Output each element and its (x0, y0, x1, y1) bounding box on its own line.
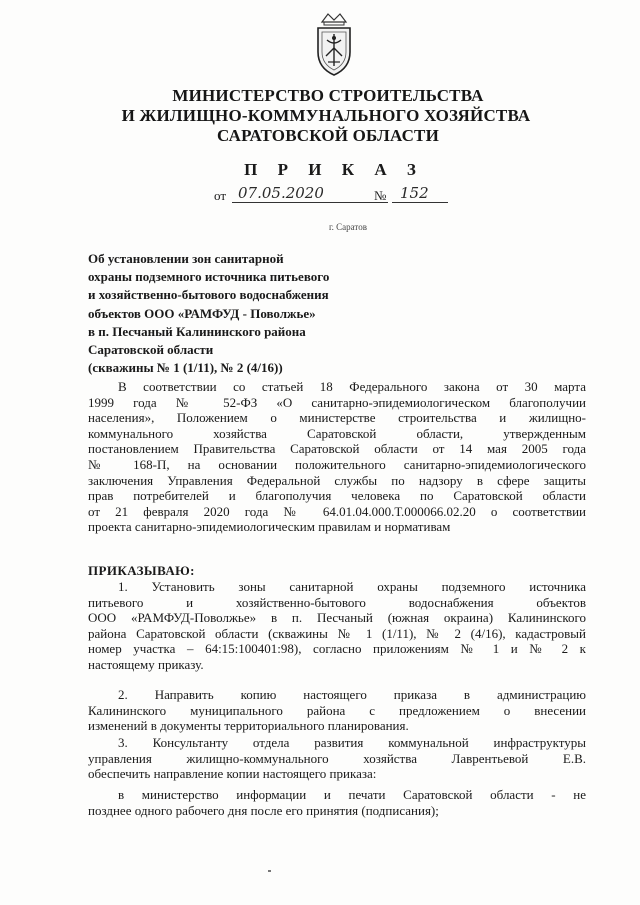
text-line: № 168-П, на основании положительного санитарно-эпидемиологического (88, 456, 586, 472)
text-line: населения», Положением о министерстве строительства и жилищно- (88, 410, 586, 426)
order-item-3-subitem (88, 787, 586, 818)
subject-line: Об установлении зон санитарной (88, 251, 284, 266)
text-line: настоящему приказу. (88, 656, 204, 672)
text-line: заключения Управления Федеральной службы по надзору в сфере защиты (88, 472, 586, 488)
text-line: 2. Направить копию настоящего приказа в администрацию (118, 687, 586, 702)
text-line: 3. Консультанту отдела развития коммунальной инфраструктуры (118, 735, 586, 750)
issue-city: г. Саратов (329, 222, 367, 232)
subject-line: охраны подземного источника питьевого (88, 269, 330, 285)
text-line: в министерство информации и печати Саратовской области - не (118, 787, 586, 802)
order-number-value: 152 (392, 184, 448, 203)
order-date-label: от (214, 188, 227, 203)
order-number (374, 184, 429, 204)
text-line: В соответствии со статьей 18 Федерального закона от 30 марта (118, 379, 586, 394)
text-line: изменений в документы территориального планирования. (88, 718, 409, 734)
order-item-2 (88, 687, 586, 734)
text-line: от 21 февраля 2020 года № 64.01.04.000.Т.000066.02.20 о соответствии (88, 503, 586, 519)
document-type-title: П Р И К А З (244, 160, 424, 179)
order-subject (88, 250, 388, 377)
order-date (214, 184, 324, 204)
subject-line: объектов ООО «РАМФУД - Поволжье» (88, 305, 316, 321)
text-line: питьевого и хозяйственно-бытового водоснабжения объектов (88, 594, 586, 610)
order-directive-word: ПРИКАЗЫВАЮ: (88, 563, 195, 578)
text-line: района Саратовской области (скважины № 1 (1/11), № 2 (4/16), кадастровый (88, 625, 586, 641)
preamble-paragraph (88, 379, 586, 535)
text-line: позднее одного рабочего дня после его принятия (подписания); (88, 802, 439, 818)
order-item-1 (88, 579, 586, 673)
text-line: 1. Установить зоны санитарной охраны подземного источника (118, 579, 586, 594)
coat-of-arms-icon (312, 12, 356, 78)
scan-speck (268, 870, 271, 872)
text-line: коммунального хозяйства Саратовской области, утвержденным (88, 425, 586, 441)
text-line: 1999 года № 52-ФЗ «О санитарно-эпидемиологическом благополучии (88, 394, 586, 410)
text-line: обеспечить направление копии настоящего приказа: (88, 766, 377, 782)
subject-line: Саратовской области (88, 342, 214, 358)
text-line: управления жилищно-коммунального хозяйства Лаврентьевой Е.В. (88, 750, 586, 766)
text-line: прав потребителей и благополучия человека по Саратовской области (88, 488, 586, 504)
ministry-name-line-1: МИНИСТЕРСТВО СТРОИТЕЛЬСТВА (172, 86, 484, 105)
text-line: проекта санитарно-эпидемиологическим правилам и нормативам (88, 519, 451, 535)
text-line: номер участка – 64:15:100401:98), согласно приложениям № 1 и № 2 к (88, 641, 586, 657)
order-date-value: 07.05.2020 (232, 184, 388, 203)
text-line: постановлением Правительства Саратовской области от 14 мая 2005 года (88, 441, 586, 457)
ministry-name-line-2: И ЖИЛИЩНО-КОММУНАЛЬНОГО ХОЗЯЙСТВА (121, 106, 531, 125)
subject-line: и хозяйственно-бытового водоснабжения (88, 287, 329, 303)
ministry-name-line-3: САРАТОВСКОЙ ОБЛАСТИ (216, 126, 440, 145)
subject-line: (скважины № 1 (1/11), № 2 (4/16)) (88, 360, 283, 376)
subject-line: в п. Песчаный Калининского района (88, 323, 306, 339)
order-number-label: № (374, 188, 387, 203)
text-line: Калининского муниципального района с предложением о внесении (88, 702, 586, 718)
text-line: ООО «РАМФУД-Поволжье» в п. Песчаный (южная окраина) Калининского (88, 610, 586, 626)
order-item-3 (88, 735, 586, 782)
